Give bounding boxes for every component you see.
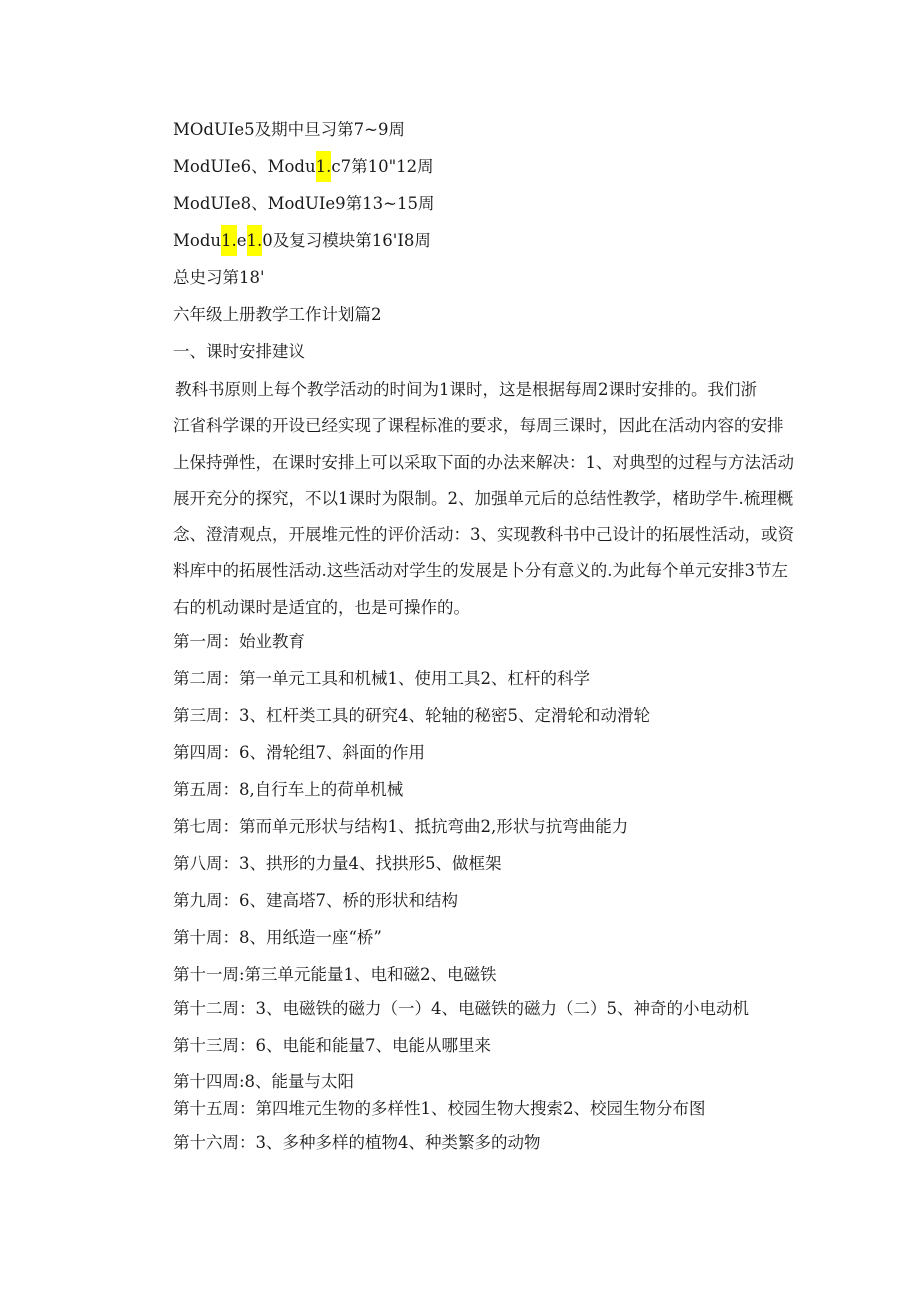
- highlighted-text: 1.: [316, 151, 332, 182]
- week-line: 第一周：始业教育: [173, 632, 305, 651]
- paragraph-line: 上保持弹性，在课时安排上可以采取下面的办法来解决：1、对典型的过程与方法活动: [173, 452, 794, 472]
- text-segment: ModUIe8、ModUIe9第13~15周: [173, 194, 435, 213]
- week-line: 第十五周：第四堆元生物的多样性1、校园生物大搜索2、校园生物分布图: [173, 1099, 706, 1118]
- week-line: 第四周：6、滑轮组7、斜面的作用: [173, 743, 425, 762]
- body-paragraph: [173, 372, 794, 626]
- module-line-2: [173, 157, 434, 177]
- section-title: [173, 305, 382, 325]
- paragraph-line: 念、澄清观点，开展堆元性的评价活动：3、实现教科书中己设计的拓展性活动，或资: [173, 525, 794, 545]
- week-line: 第十周：8、用纸造一座“桥”: [173, 928, 382, 947]
- paragraph-line: 教科书原则上每个教学活动的时间为1课时，这是根据每周2课时安排的。我们浙: [175, 380, 757, 399]
- week-line: 第十一周:第三单元能量1、电和磁2、电磁铁: [173, 965, 497, 984]
- module-line-4: [173, 231, 431, 251]
- text-segment: 六年级上册教学工作计划篇2: [173, 305, 382, 324]
- week-line: 第十四周:8、能量与太阳: [173, 1072, 355, 1091]
- week-line: 第二周：第一单元工具和机械1、使用工具2、杠杆的科学: [173, 669, 590, 688]
- paragraph-line: 右的机动课时是适宜的，也是可操作的。: [173, 597, 470, 617]
- week-line: 第七周：第而单元形状与结构1、抵抗弯曲2,形状与抗弯曲能力: [173, 817, 629, 836]
- text-segment: Modu: [173, 231, 222, 250]
- text-segment: 一、课时安排建议: [173, 342, 305, 361]
- week-line: 第八周：3、拱形的力量4、找拱形5、做框架: [173, 854, 502, 873]
- week-line: 第十三周：6、电能和能量7、电能从哪里来: [173, 1036, 491, 1055]
- module-line-1: [173, 120, 405, 140]
- text-segment: c7第10"12周: [331, 157, 434, 176]
- text-segment: ModUIe6、Modu: [173, 157, 316, 176]
- week-line: 第九周：6、建高塔7、桥的形状和结构: [173, 891, 458, 910]
- highlighted-text: 1.: [247, 225, 263, 256]
- text-segment: 总史习第18': [173, 268, 265, 287]
- week-line: 第十六周：3、多种多样的植物4、种类繁多的动物: [173, 1133, 541, 1152]
- paragraph-line: 江省科学课的开设已经实现了课程标准的要求，每周三课时，因此在活动内容的安排: [173, 416, 784, 436]
- text-segment: MOdUIe5及期中旦习第7~9周: [173, 120, 405, 139]
- week-line: 第五周：8,自行车上的荷单机械: [173, 780, 404, 799]
- paragraph-line: 料库中的拓展性活动.这些活动对学生的发展是卜分有意义的.为此每个单元安排3节左: [173, 561, 788, 581]
- highlighted-text: 1.: [221, 225, 237, 256]
- week-line: 第十二周：3、电磁铁的磁力（一）4、电磁铁的磁力（二）5、神奇的小电动机: [173, 999, 749, 1018]
- paragraph-line: 展开充分的探究，不以1课时为限制。2、加强单元后的总结性教学，楮助学牛.梳理概: [173, 488, 794, 508]
- review-line: [173, 268, 265, 288]
- text-segment: e: [236, 231, 247, 250]
- module-line-3: [173, 194, 434, 214]
- text-segment: 0及复习模块第16'I8周: [262, 231, 431, 250]
- subsection-heading: [173, 342, 305, 362]
- week-line: 第三周：3、杠杆类工具的研究4、轮轴的秘密5、定滑轮和动滑轮: [173, 706, 650, 725]
